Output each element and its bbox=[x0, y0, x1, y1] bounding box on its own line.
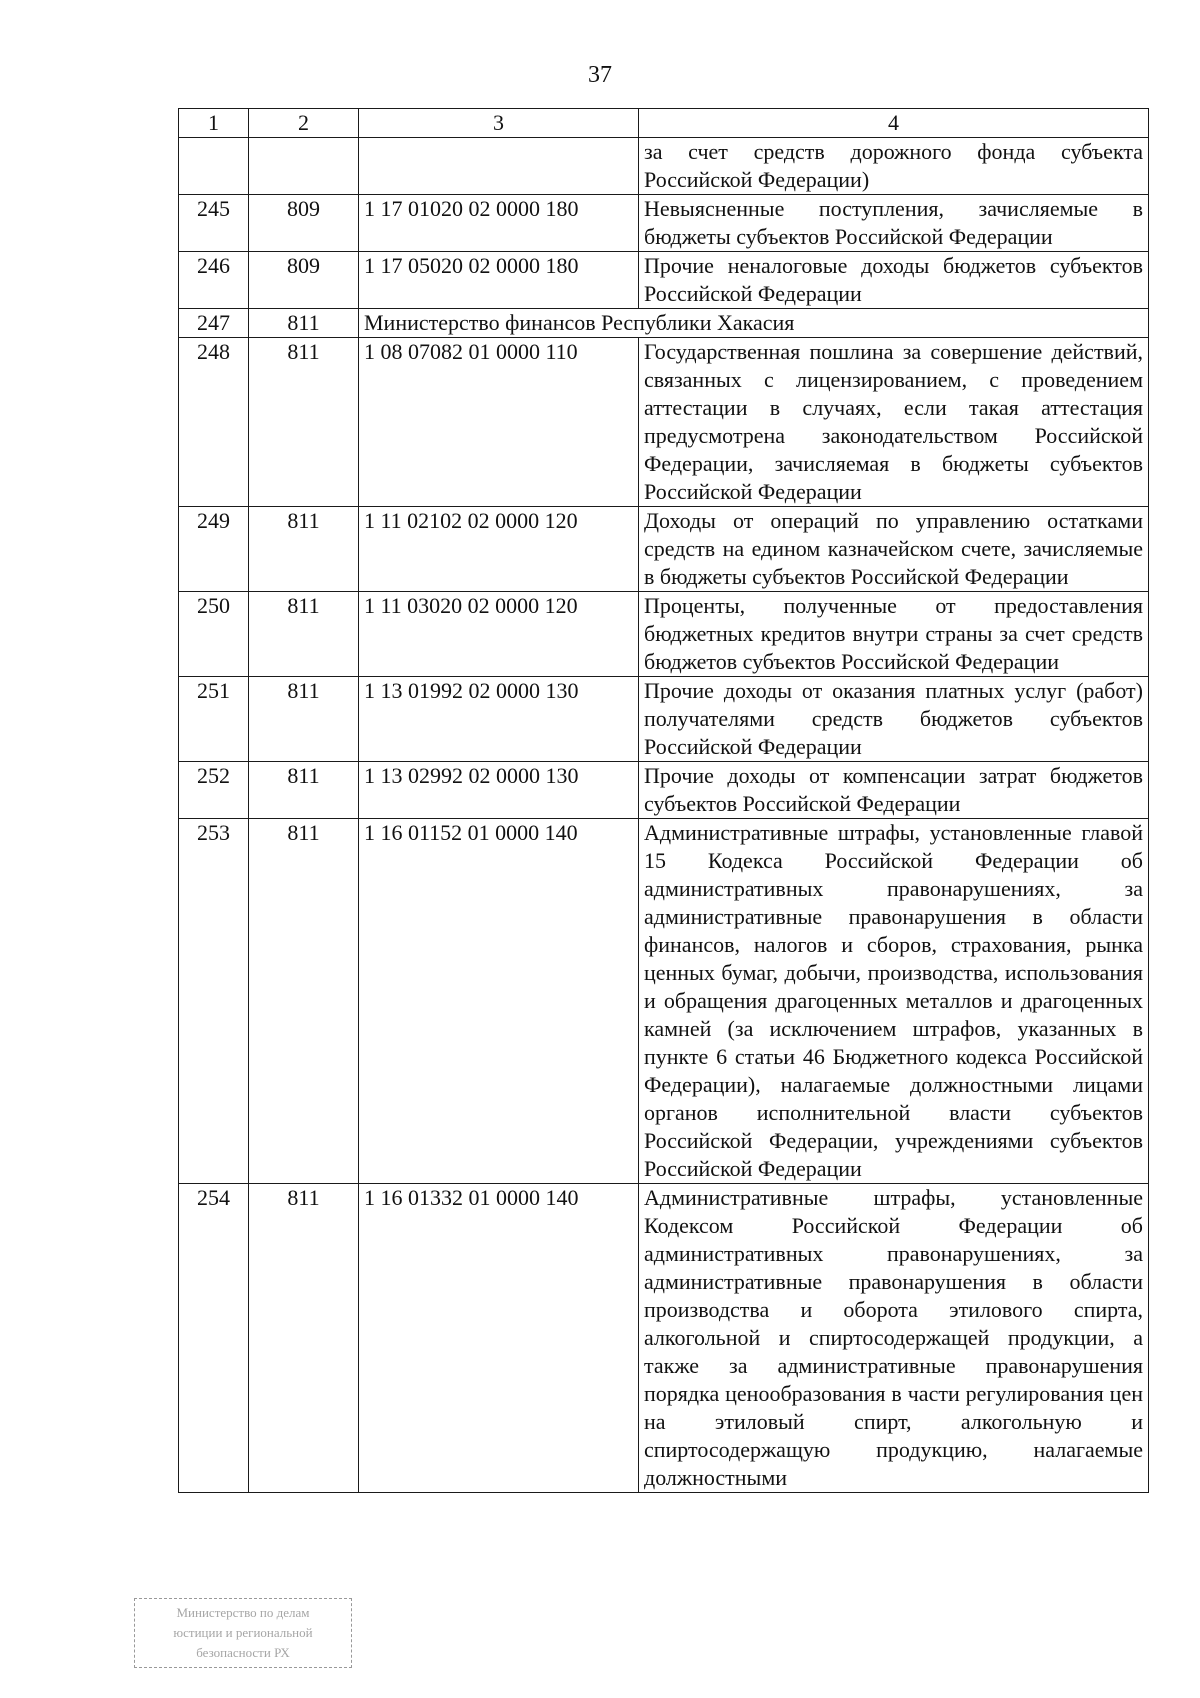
admin-code: 811 bbox=[249, 309, 359, 338]
row-number: 251 bbox=[179, 677, 249, 762]
admin-code: 811 bbox=[249, 677, 359, 762]
admin-code: 811 bbox=[249, 762, 359, 819]
row-number: 248 bbox=[179, 338, 249, 507]
revenue-code: 1 11 03020 02 0000 120 bbox=[359, 592, 639, 677]
revenue-name: Административные штрафы, установленные Кодексом Российской Федерации об административных правонарушениях, за административные правонарушения в области производства и оборота этилового спирта, алкогольной и спиртосодержащей продукции, а также за административные правонарушения порядка ценообразования в части регулирования цен на этиловый спирт, алкогольную и спиртосодержащую продукцию, налагаемые должностными bbox=[639, 1184, 1149, 1493]
row-number: 250 bbox=[179, 592, 249, 677]
row-number: 249 bbox=[179, 507, 249, 592]
table-row bbox=[179, 338, 1149, 507]
header-col-1: 1 bbox=[179, 109, 249, 138]
continuation-text: за счет средств дорожного фонда субъекта Российской Федерации) bbox=[639, 138, 1149, 195]
revenue-name: Прочие доходы от оказания платных услуг (работ) получателями средств бюджетов субъектов Российской Федерации bbox=[639, 677, 1149, 762]
admin-code: 811 bbox=[249, 338, 359, 507]
admin-code: 811 bbox=[249, 592, 359, 677]
header-col-4: 4 bbox=[639, 109, 1149, 138]
revenue-name: Прочие доходы от компенсации затрат бюджетов субъектов Российской Федерации bbox=[639, 762, 1149, 819]
admin-code: 809 bbox=[249, 195, 359, 252]
table-header-row bbox=[179, 109, 1149, 138]
table-row bbox=[179, 677, 1149, 762]
revenue-name: Невыясненные поступления, зачисляемые в бюджеты субъектов Российской Федерации bbox=[639, 195, 1149, 252]
revenue-name: Прочие неналоговые доходы бюджетов субъектов Российской Федерации bbox=[639, 252, 1149, 309]
revenue-name: Административные штрафы, установленные главой 15 Кодекса Российской Федерации об административных правонарушениях, за административные правонарушения в области финансов, налогов и сборов, страхования, рынка ценных бумаг, добычи, производства, использования и обращения драгоценных металлов и драгоценных камней (за исключением штрафов, указанных в пункте 6 статьи 46 Бюджетного кодекса Российской Федерации), налагаемые должностными лицами органов исполнительной власти субъектов Российской Федерации, учреждениями субъектов Российской Федерации bbox=[639, 819, 1149, 1184]
table-row bbox=[179, 592, 1149, 677]
revenue-name: Государственная пошлина за совершение действий, связанных с лицензированием, с проведением аттестации в случаях, если такая аттестация предусмотрена законодательством Российской Федерации, зачисляемая в бюджеты субъектов Российской Федерации bbox=[639, 338, 1149, 507]
revenue-code: 1 13 01992 02 0000 130 bbox=[359, 677, 639, 762]
row-number: 245 bbox=[179, 195, 249, 252]
table-row bbox=[179, 819, 1149, 1184]
continuation-row bbox=[179, 138, 1149, 195]
stamp-line: юстиции и региональной bbox=[173, 1625, 313, 1640]
revenue-name: Проценты, полученные от предоставления бюджетных кредитов внутри страны за счет средств бюджетов субъектов Российской Федерации bbox=[639, 592, 1149, 677]
revenue-code: 1 11 02102 02 0000 120 bbox=[359, 507, 639, 592]
revenue-code: 1 13 02992 02 0000 130 bbox=[359, 762, 639, 819]
admin-code: 811 bbox=[249, 507, 359, 592]
revenue-code: 1 17 01020 02 0000 180 bbox=[359, 195, 639, 252]
revenue-code: 1 16 01332 01 0000 140 bbox=[359, 1184, 639, 1493]
table-row bbox=[179, 762, 1149, 819]
table-row bbox=[179, 195, 1149, 252]
row-number: 252 bbox=[179, 762, 249, 819]
header-col-3: 3 bbox=[359, 109, 639, 138]
table-row bbox=[179, 1184, 1149, 1493]
row-number: 253 bbox=[179, 819, 249, 1184]
page-number: 37 bbox=[588, 62, 612, 88]
row-number: 254 bbox=[179, 1184, 249, 1493]
stamp-line: безопасности РХ bbox=[196, 1645, 290, 1660]
table-row bbox=[179, 252, 1149, 309]
header-col-2: 2 bbox=[249, 109, 359, 138]
revenue-code: 1 08 07082 01 0000 110 bbox=[359, 338, 639, 507]
section-row bbox=[179, 309, 1149, 338]
stamp-line: Министерство по делам bbox=[176, 1605, 310, 1620]
section-title: Министерство финансов Республики Хакасия bbox=[359, 309, 1149, 338]
admin-code: 811 bbox=[249, 1184, 359, 1493]
registration-stamp bbox=[134, 1598, 352, 1668]
admin-code: 809 bbox=[249, 252, 359, 309]
revenue-name: Доходы от операций по управлению остатками средств на едином казначейском счете, зачисляемые в бюджеты субъектов Российской Федерации bbox=[639, 507, 1149, 592]
table-row bbox=[179, 507, 1149, 592]
revenue-code: 1 16 01152 01 0000 140 bbox=[359, 819, 639, 1184]
admin-code: 811 bbox=[249, 819, 359, 1184]
row-number: 247 bbox=[179, 309, 249, 338]
revenue-code: 1 17 05020 02 0000 180 bbox=[359, 252, 639, 309]
row-number: 246 bbox=[179, 252, 249, 309]
revenue-table bbox=[178, 108, 1149, 1493]
